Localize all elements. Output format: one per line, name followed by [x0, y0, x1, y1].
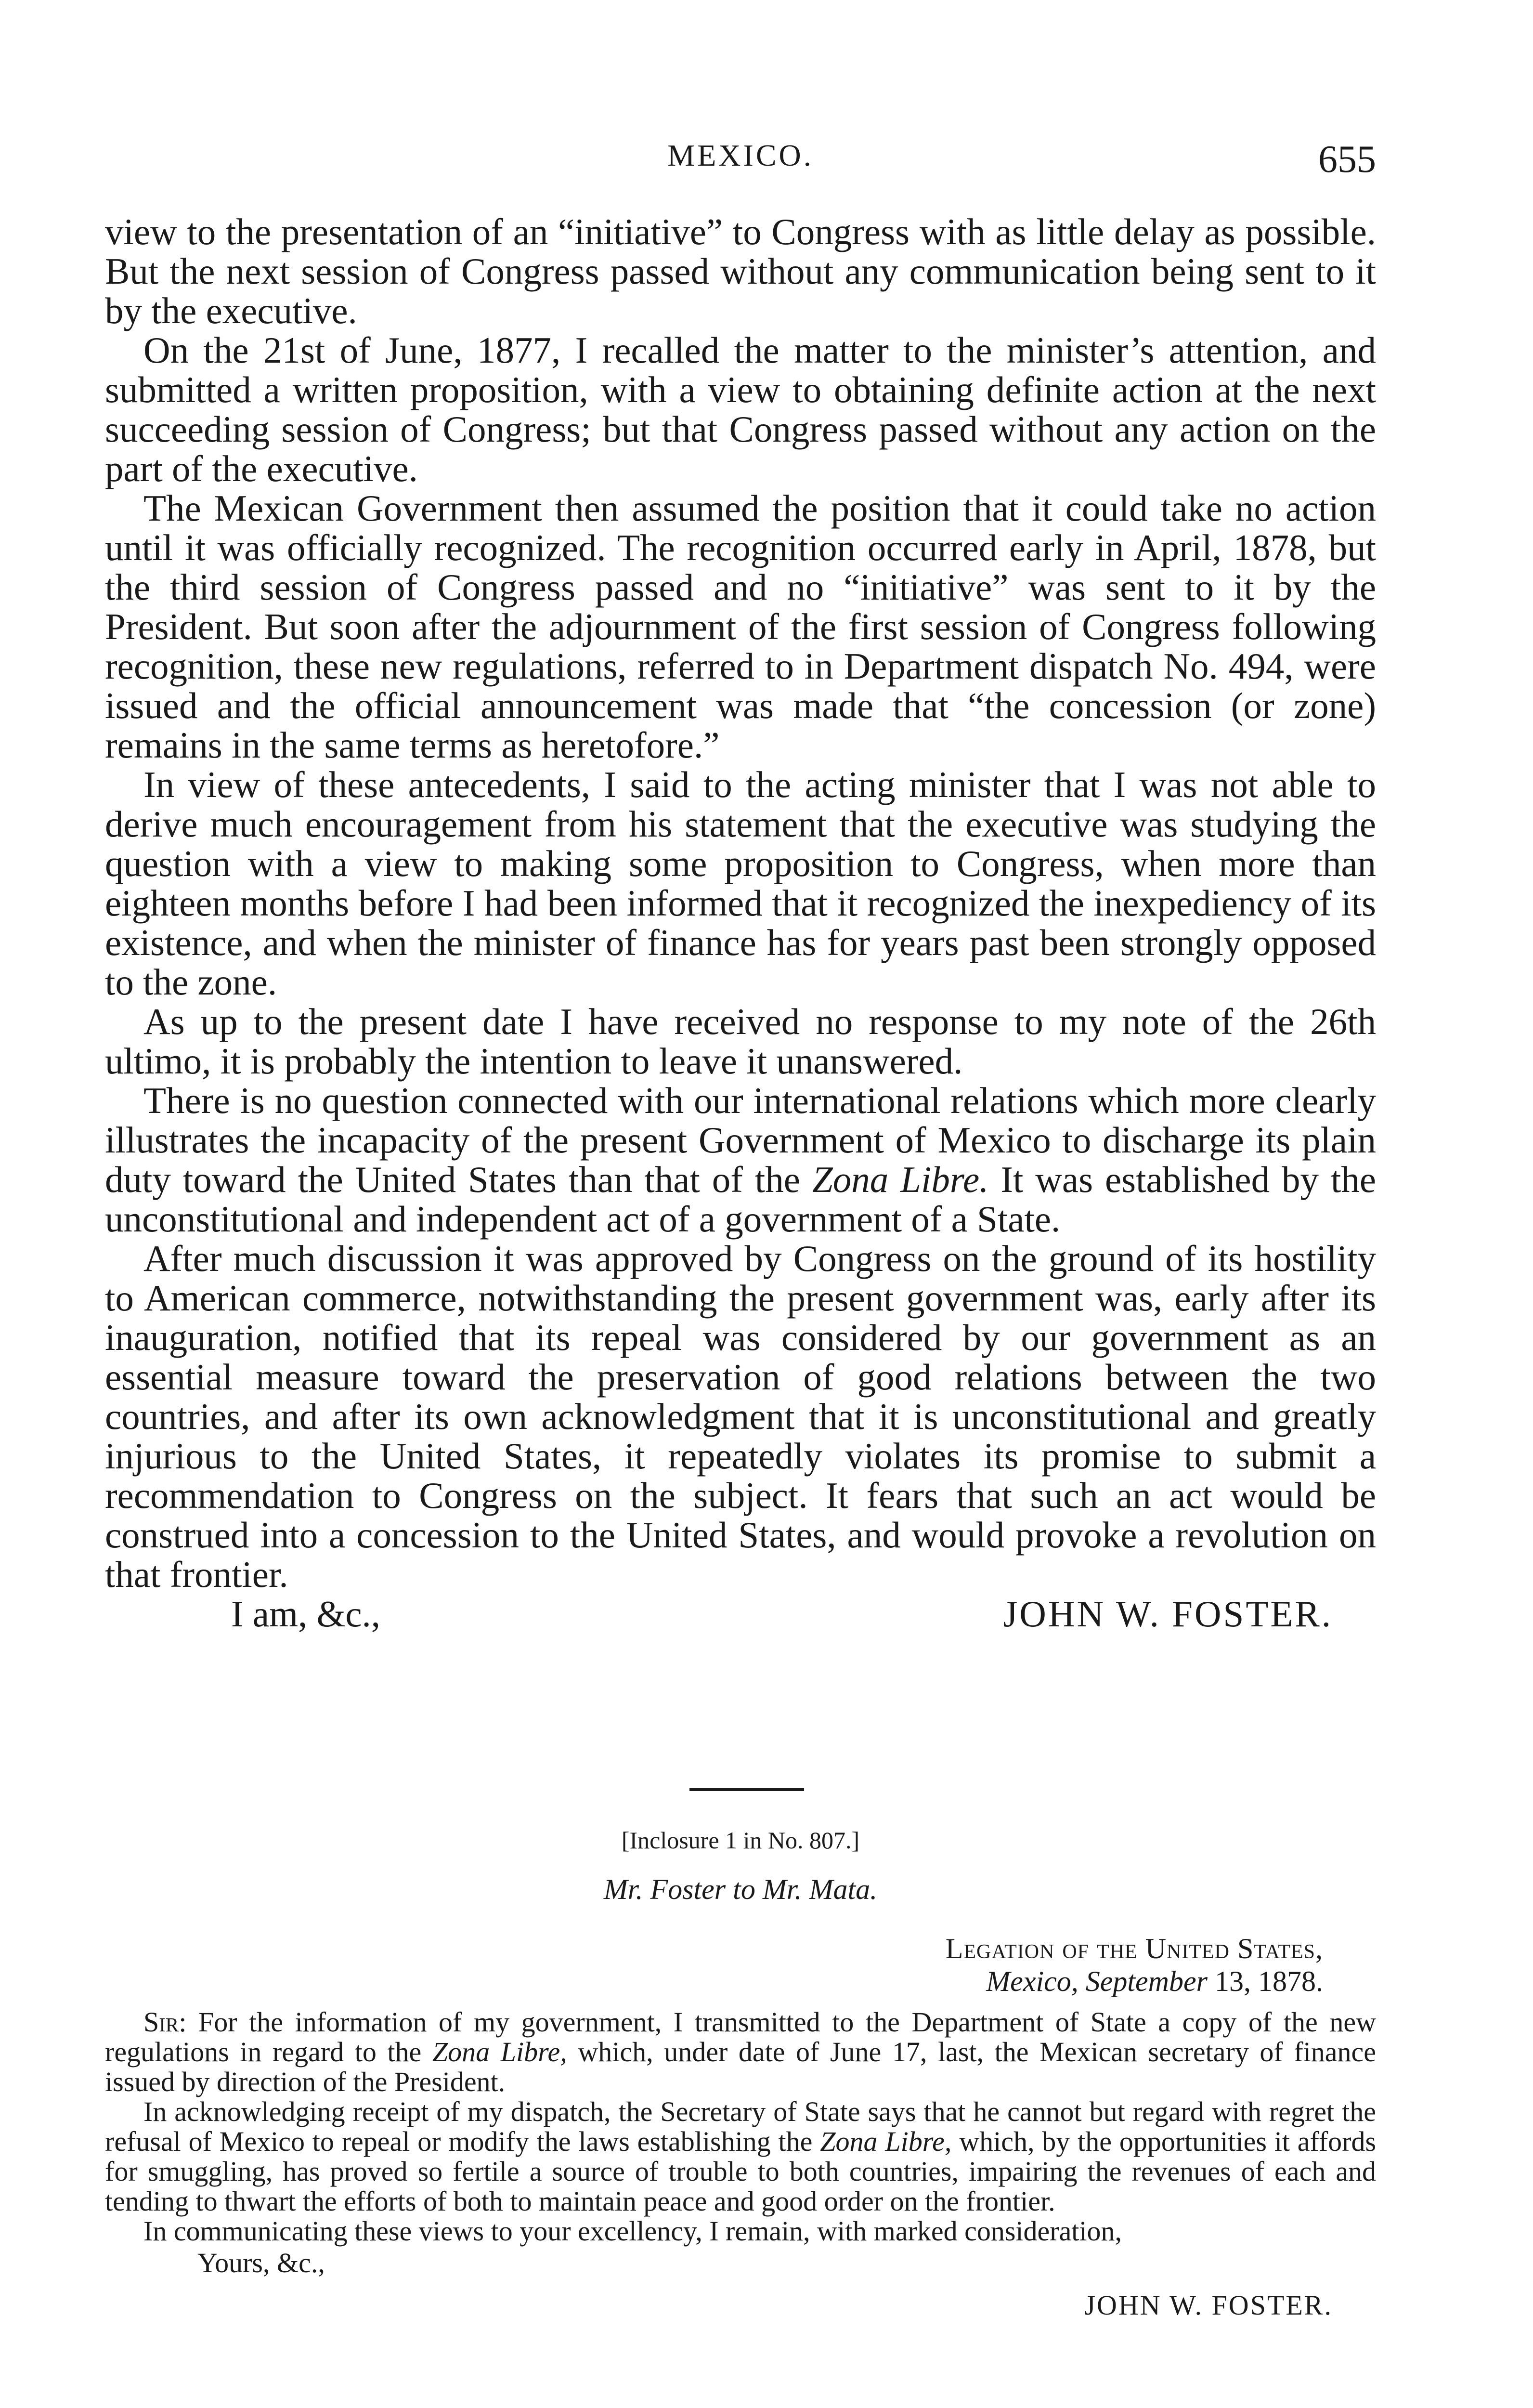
paragraph-7: After much discussion it was approved by Congress on the ground of its hostility to American commerce, notwithstanding the present government was, early after its inauguration, notified that its repeal was considered by our government as an essential measure toward the preservation of good relations between the two countries, and after its own acknowledgment that it is unconstitutional and greatly injurious to the United States, it repeatedly violates its promise to submit a recommendation to Congress on the subject. It fears that such an act would be construed into a concession to the United States, and would provoke a revolution on that frontier.	[105, 1238, 1376, 1595]
enclosure-p1-text-a: For the information of my government, I transmitted to the Department of State a copy of the new regulations in regard to the	[105, 2006, 1377, 2068]
dateline-legation: Legation of the United States,	[945, 1933, 1323, 1964]
enclosure-p1-text-b: which, under date of June 17, last, the Mexican secretary of finance issued by direction of the President.	[105, 2036, 1377, 2097]
enclosure	[105, 1825, 1376, 2320]
dispatch-body	[105, 212, 1376, 1637]
running-head	[105, 138, 1376, 191]
enclosure-closing: Yours, &c.,	[197, 2247, 325, 2278]
enclosure-heading: Mr. Foster to Mr. Mata.	[603, 1873, 878, 1905]
signoff	[105, 1594, 1376, 1637]
dateline-place-italic: Mexico, September	[986, 1965, 1208, 1997]
section-divider	[689, 1788, 804, 1791]
salutation: Sir:	[143, 2006, 187, 2038]
enclosure-paragraph-1	[105, 2007, 1376, 2097]
paragraph-6-text-a: There is no question connected with our international relations which more clearly illustrates the incapacity of the present Government of Mexico to discharge its plain duty toward the United States than that of the	[105, 1080, 1376, 1200]
enclosure-p2-text-b: which, by the opportunities it affords for smuggling, has proved so fertile a source of trouble to both countries, impairing the revenues of each and tending to thwart the efforts of both to maintain peace and good order on the frontier.	[105, 2126, 1377, 2217]
enclosure-dateline	[105, 1933, 1323, 1997]
paragraph-5: As up to the present date I have received no response to my note of the 26th ultimo, it is probably the intention to leave it unanswered.	[105, 1001, 1376, 1082]
enclosure-paragraph-3: In communicating these views to your excellency, I remain, with marked consideration,	[143, 2215, 1122, 2247]
enclosure-label: [Inclosure 1 in No. 807.]	[621, 1827, 860, 1854]
enclosure-paragraph-2	[105, 2097, 1376, 2216]
paragraph-2: On the 21st of June, 1877, I recalled the matter to the minister’s attention, and submitted a written proposition, with a view to obtaining definite action at the next succeeding session of Congress; but that Congress passed without any action on the part of the executive.	[105, 329, 1376, 489]
enclosure-p2-text-a: In acknowledging receipt of my dispatch, the Secretary of State says that he cannot but regard with regret the refusal of Mexico to repeal or modify the laws establishing the	[105, 2096, 1376, 2157]
paragraph-6	[105, 1081, 1376, 1239]
enclosure-body	[105, 2007, 1376, 2320]
paragraph-3: The Mexican Government then assumed the position that it could take no action until it was officially recognized. The recognition occurred early in April, 1878, but the third session of Congress passed and no “initiative” was sent to it by the President. But soon after the adjournment of the first session of Congress following recognition, these new regulations, referred to in Department dispatch No. 494, were issued and the official announcement was made that “the concession (or zone) remains in the same terms as heretofore.”	[105, 487, 1376, 766]
page-number: 655	[1318, 138, 1376, 181]
closing-phrase: I am, &c.,	[231, 1593, 381, 1635]
paragraph-6-text-b: It was established by the unconstitutional and independent act of a government of a State.	[105, 1159, 1377, 1240]
running-title: MEXICO.	[667, 138, 814, 172]
enclosure-signature: JOHN W. FOSTER.	[1084, 2290, 1333, 2321]
paragraph-1: view to the presentation of an “initiative” to Congress with as little delay as possible. But the next session of Congress passed without any communication being sent to it by the executive.	[105, 211, 1376, 331]
signature: JOHN W. FOSTER.	[1003, 1593, 1333, 1635]
dateline-date	[105, 1966, 1323, 1997]
enclosure-p1-italic: Zona Libre,	[432, 2036, 567, 2068]
paragraph-4: In view of these antecedents, I said to the acting minister that I was not able to derive much encouragement from his statement that the executive was studying the question with a view to making some proposition to Congress, when more than eighteen months before I had been informed that it recognized the inexpediency of its existence, and when the minister of finance has for years past been strongly opposed to the zone.	[105, 764, 1376, 1003]
dateline-day: 13, 1878.	[1215, 1965, 1323, 1997]
enclosure-p2-italic: Zona Libre,	[820, 2126, 952, 2157]
zona-libre-italic: Zona Libre.	[812, 1159, 989, 1200]
